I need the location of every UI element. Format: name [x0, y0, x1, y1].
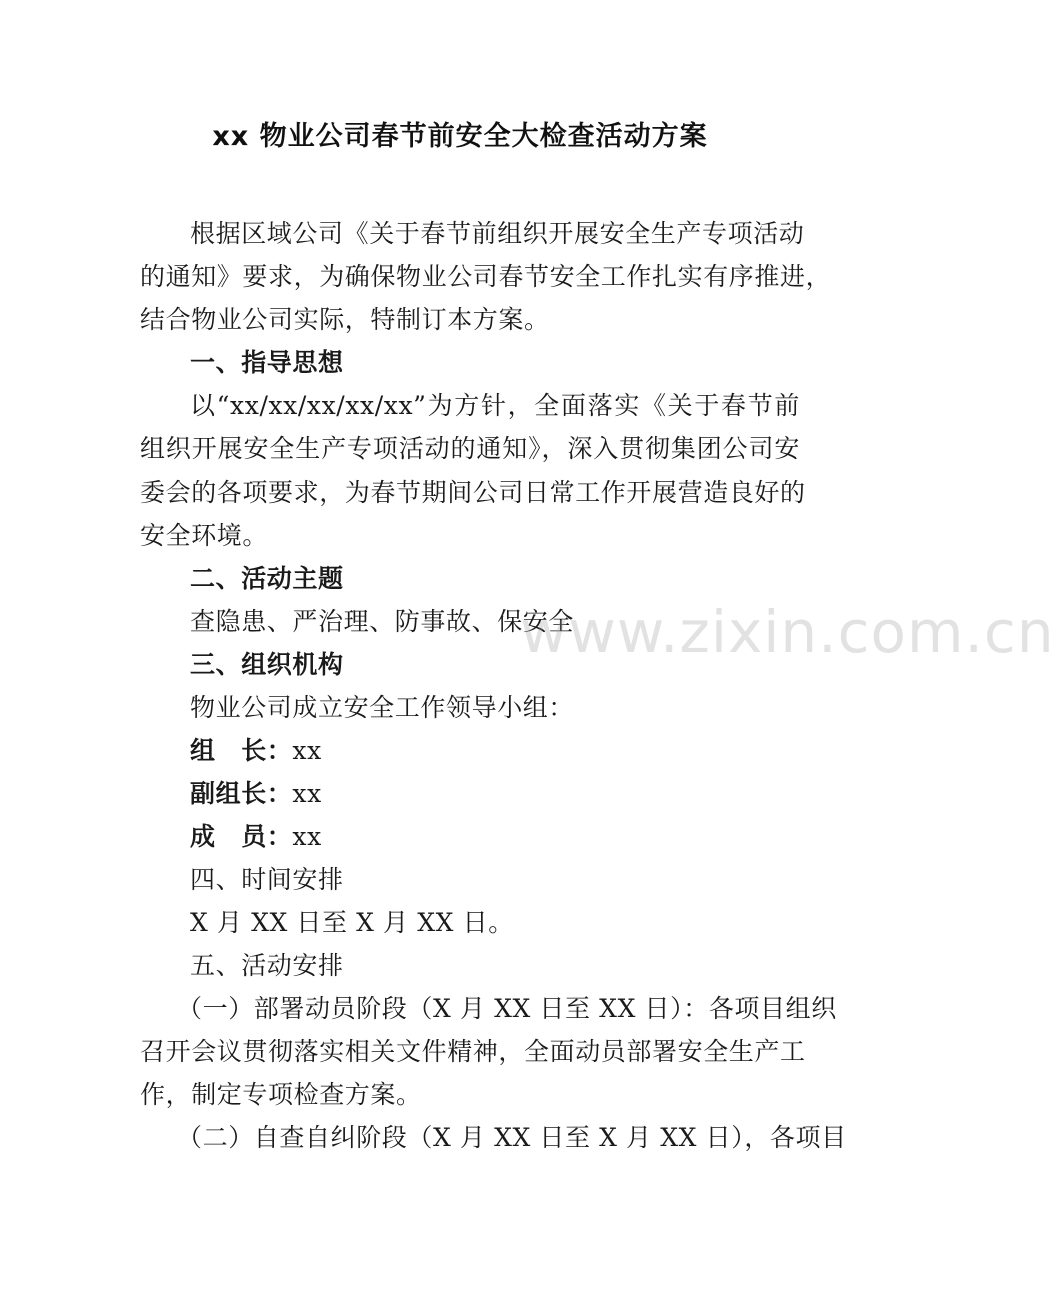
leader-value: xx: [292, 736, 322, 765]
section3-heading: 三、组织机构: [190, 650, 344, 679]
member-label: 成 员：: [190, 822, 293, 851]
deputy-row: [190, 779, 800, 809]
section3-text: 物业公司成立安全工作领导小组：: [190, 693, 575, 722]
intro-line-3: 结合物业公司实际，特制订本方案。: [140, 305, 550, 334]
member-row: [190, 822, 800, 852]
stage1-line-3: 作，制定专项检查方案。: [140, 1080, 422, 1109]
document-title: xx 物业公司春节前安全大检查活动方案: [212, 121, 708, 152]
intro-line-1: 根据区域公司《关于春节前组织开展安全生产专项活动: [190, 219, 805, 248]
intro-line-2: 的通知》要求，为确保物业公司春节安全工作扎实有序推进，: [140, 262, 832, 291]
section5-heading: 五、活动安排: [190, 951, 344, 980]
section2-heading: 二、活动主题: [190, 564, 344, 593]
section1-heading: 一、指导思想: [190, 348, 344, 377]
stage2-line-1: （二）自查自纠阶段（X 月 XX 日至 X 月 XX 日），各项目: [177, 1123, 847, 1152]
section4-text: X 月 XX 日至 X 月 XX 日。: [190, 908, 514, 937]
section1-line-2: 组织开展安全生产专项活动的通知》，深入贯彻集团公司安: [140, 434, 800, 463]
leader-row: [190, 736, 800, 766]
deputy-value: xx: [292, 779, 322, 808]
member-value: xx: [292, 822, 322, 851]
deputy-label: 副组长：: [190, 779, 293, 808]
section1-line-4: 安全环境。: [140, 521, 269, 550]
stage1-line-1: （一）部署动员阶段（X 月 XX 日至 XX 日）：各项目组织: [177, 994, 837, 1023]
section1-line-1: 以“xx/xx/xx/xx/xx”为方针，全面落实《关于春节前: [190, 391, 800, 420]
leader-label: 组 长：: [190, 736, 293, 765]
section2-text: 查隐患、严治理、防事故、保安全: [190, 607, 575, 636]
watermark: www.zixin.com.cn: [520, 598, 1055, 666]
stage1-line-2: 召开会议贯彻落实相关文件精神，全面动员部署安全生产工: [140, 1037, 806, 1066]
section1-line-3: 委会的各项要求，为春节期间公司日常工作开展营造良好的: [140, 478, 806, 507]
section4-heading: 四、时间安排: [190, 865, 344, 894]
